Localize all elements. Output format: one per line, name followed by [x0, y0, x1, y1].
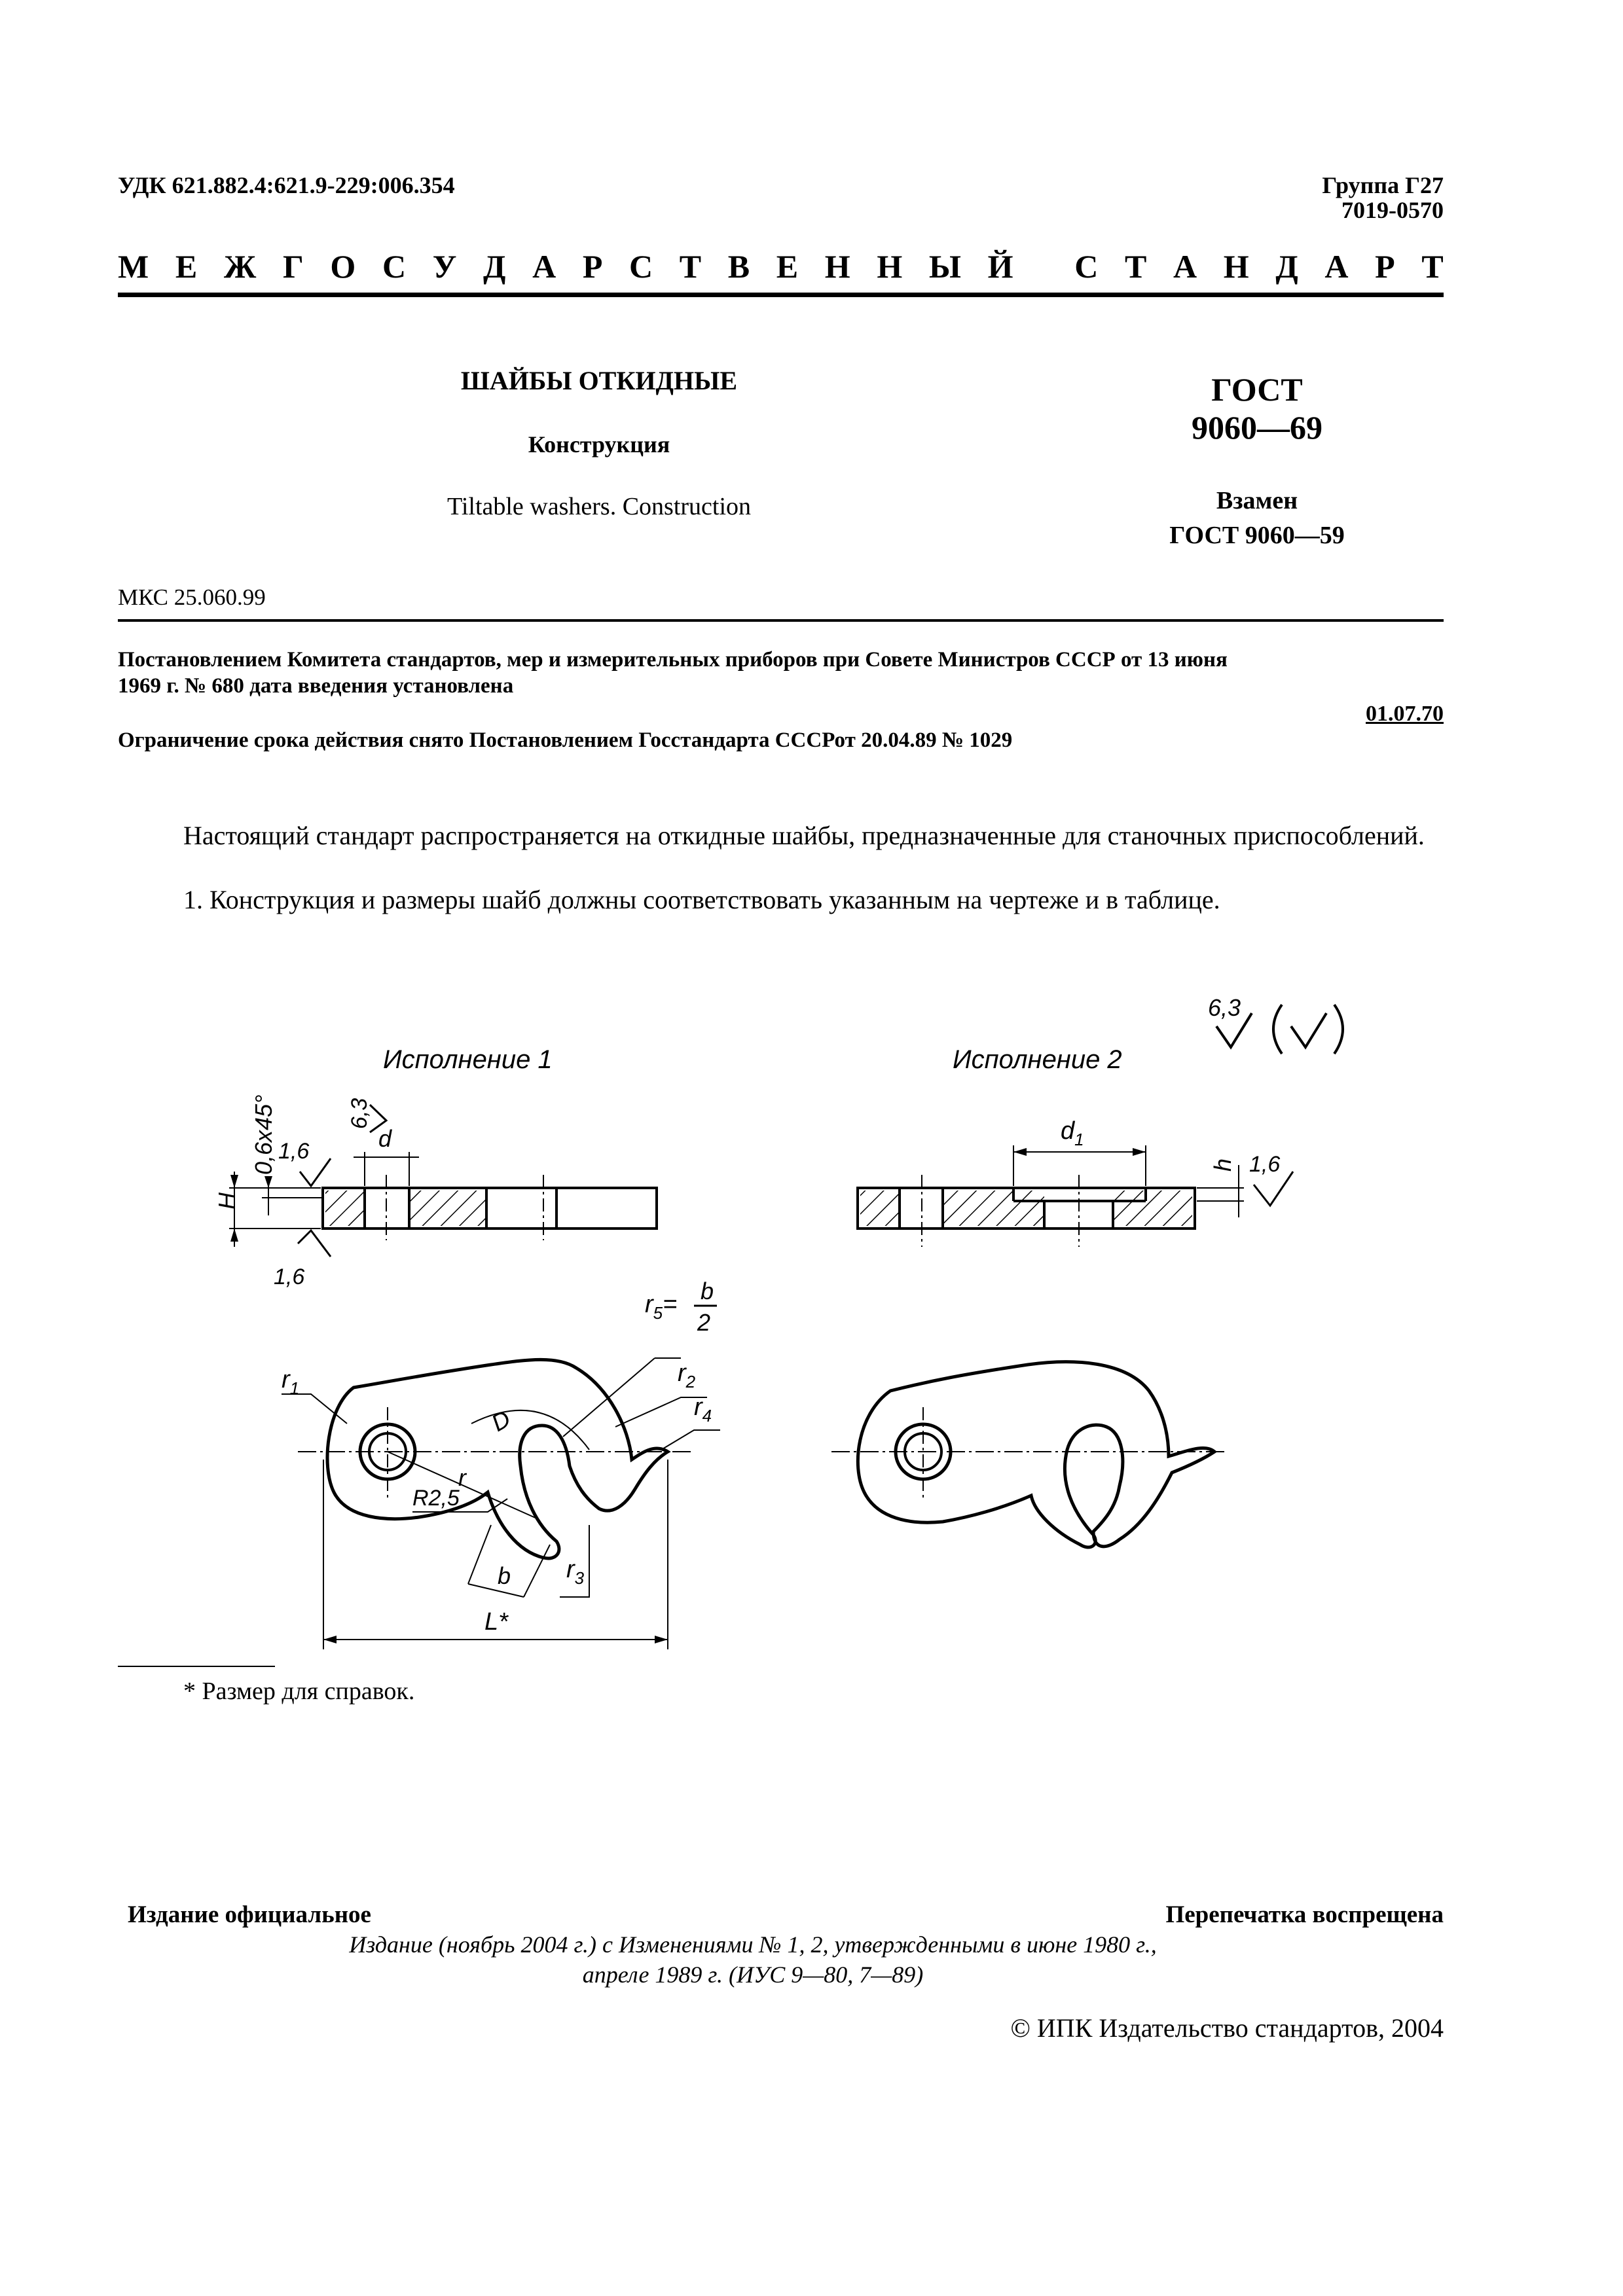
dim-H: H	[213, 1193, 240, 1210]
banner-letter: Р	[582, 248, 603, 285]
roughness-1-6-v2: 1,6	[1249, 1152, 1281, 1177]
banner-letter: О	[330, 248, 356, 285]
document-subtitle: Конструкция	[528, 431, 670, 457]
replaces-gost: ГОСТ 9060—59	[1169, 522, 1345, 549]
banner-letter: У	[432, 248, 457, 285]
banner-letter: Р	[1375, 248, 1395, 285]
gost-number: 9060—69	[1192, 409, 1322, 446]
footnote: * Размер для справок.	[183, 1677, 415, 1705]
variant-2-plan	[831, 1362, 1224, 1547]
validity-limit-note: Ограничение срока действия снято Постановлением Госстандарта СССРот 20.04.89 № 1029	[118, 728, 1013, 752]
banner-letter: Г	[282, 248, 304, 285]
no-reprint: Перепечатка воспрещена	[1165, 1901, 1444, 1928]
edition-note-1: Издание (ноябрь 2004 г.) с Изменениями № 1, 2, утвержденными в июне 1980 г.,	[349, 1931, 1157, 1958]
label-r2: $r_2$	[678, 1359, 696, 1391]
label-r3: $r_3$	[566, 1556, 585, 1588]
variant-1-plan	[282, 1278, 720, 1649]
variant-1-label: Исполнение 1	[383, 1045, 553, 1074]
edition-note-2: апреле 1989 г. (ИУС 9—80, 7—89)	[582, 1962, 924, 1988]
introduction-date: 01.07.70	[1366, 702, 1444, 726]
banner-letter: Д	[483, 248, 506, 285]
mks-code: МКС 25.060.99	[118, 584, 266, 610]
banner-letter: Е	[175, 248, 198, 285]
gost-label: ГОСТ	[1211, 371, 1303, 408]
svg-text:6,3: 6,3	[1208, 994, 1241, 1021]
label-R2-5: R2,5	[412, 1486, 460, 1511]
dim-d: d	[378, 1125, 392, 1152]
dim-L: L*	[484, 1608, 508, 1636]
banner-letter: Й	[987, 248, 1013, 285]
label-r4: $r_4$	[694, 1393, 712, 1426]
roughness-1-6-top: 1,6	[278, 1139, 310, 1164]
roughness-6-3-bore: 6,3	[347, 1098, 372, 1129]
chamfer-label: 0,6х45°	[250, 1094, 277, 1175]
label-b: b	[498, 1562, 511, 1589]
banner-letter: А	[1173, 248, 1197, 285]
label-r: r	[458, 1464, 466, 1491]
group-code: Группа Г27	[1322, 172, 1444, 198]
banner-letter: Д	[1275, 248, 1298, 285]
variant-2-section	[858, 1117, 1293, 1247]
banner-letter: Н	[1223, 248, 1249, 285]
replaces-label: Взамен	[1216, 487, 1298, 514]
english-title: Tiltable washers. Construction	[447, 493, 752, 520]
clause-1: 1. Конструкция и размеры шайб должны соответствовать указанным на чертеже и в таблице.	[183, 885, 1220, 914]
variant-2-label: Исполнение 2	[953, 1045, 1122, 1074]
roughness-1-6-bottom: 1,6	[274, 1265, 305, 1289]
banner-letter: Н	[824, 248, 850, 285]
footnote-rule	[118, 1666, 275, 1667]
udk-code: УДК 621.882.4:621.9-229:006.354	[118, 172, 455, 198]
variant-1-section	[213, 1095, 657, 1289]
dim-h: h	[1209, 1158, 1236, 1172]
copyright: © ИПК Издательство стандартов, 2004	[1010, 2013, 1444, 2043]
dim-d1: $d_1$	[1061, 1117, 1084, 1149]
banner-letter: С	[382, 248, 407, 285]
banner-letter: Н	[877, 248, 903, 285]
banner-letter: Ы	[928, 248, 961, 285]
banner-letter: Ж	[223, 248, 257, 285]
svg-text:2: 2	[697, 1309, 711, 1336]
decree-line-1: Постановлением Комитета стандартов, мер и измерительных приборов при Совете Министров СССР от 13 июня	[118, 648, 1228, 672]
banner-letter: М	[118, 248, 149, 285]
label-r5: $r_5=$	[645, 1291, 678, 1323]
roughness-general-symbol	[1208, 994, 1343, 1054]
svg-text:b: b	[701, 1278, 714, 1304]
label-r1: $r_1$	[282, 1366, 300, 1398]
banner-letter: С	[629, 248, 653, 285]
banner-letter: Т	[1125, 248, 1147, 285]
banner-letter: С	[1074, 248, 1099, 285]
scope-paragraph: Настоящий стандарт распространяется на откидные шайбы, предназначенные для станочных приспособлений.	[183, 821, 1425, 850]
document-title: ШАЙБЫ ОТКИДНЫЕ	[460, 366, 738, 395]
banner-letter: А	[1324, 248, 1349, 285]
banner-letter: Т	[679, 248, 702, 285]
banner-letter: В	[727, 248, 750, 285]
banner-letter: Т	[1421, 248, 1444, 285]
banner-letter: Е	[776, 248, 799, 285]
classifier-code: 7019-0570	[1341, 197, 1444, 223]
label-D: D	[486, 1405, 515, 1437]
official-edition: Издание официальное	[128, 1901, 371, 1928]
banner-letter: А	[532, 248, 556, 285]
decree-line-2: 1969 г. № 680 дата введения установлена	[118, 674, 514, 698]
